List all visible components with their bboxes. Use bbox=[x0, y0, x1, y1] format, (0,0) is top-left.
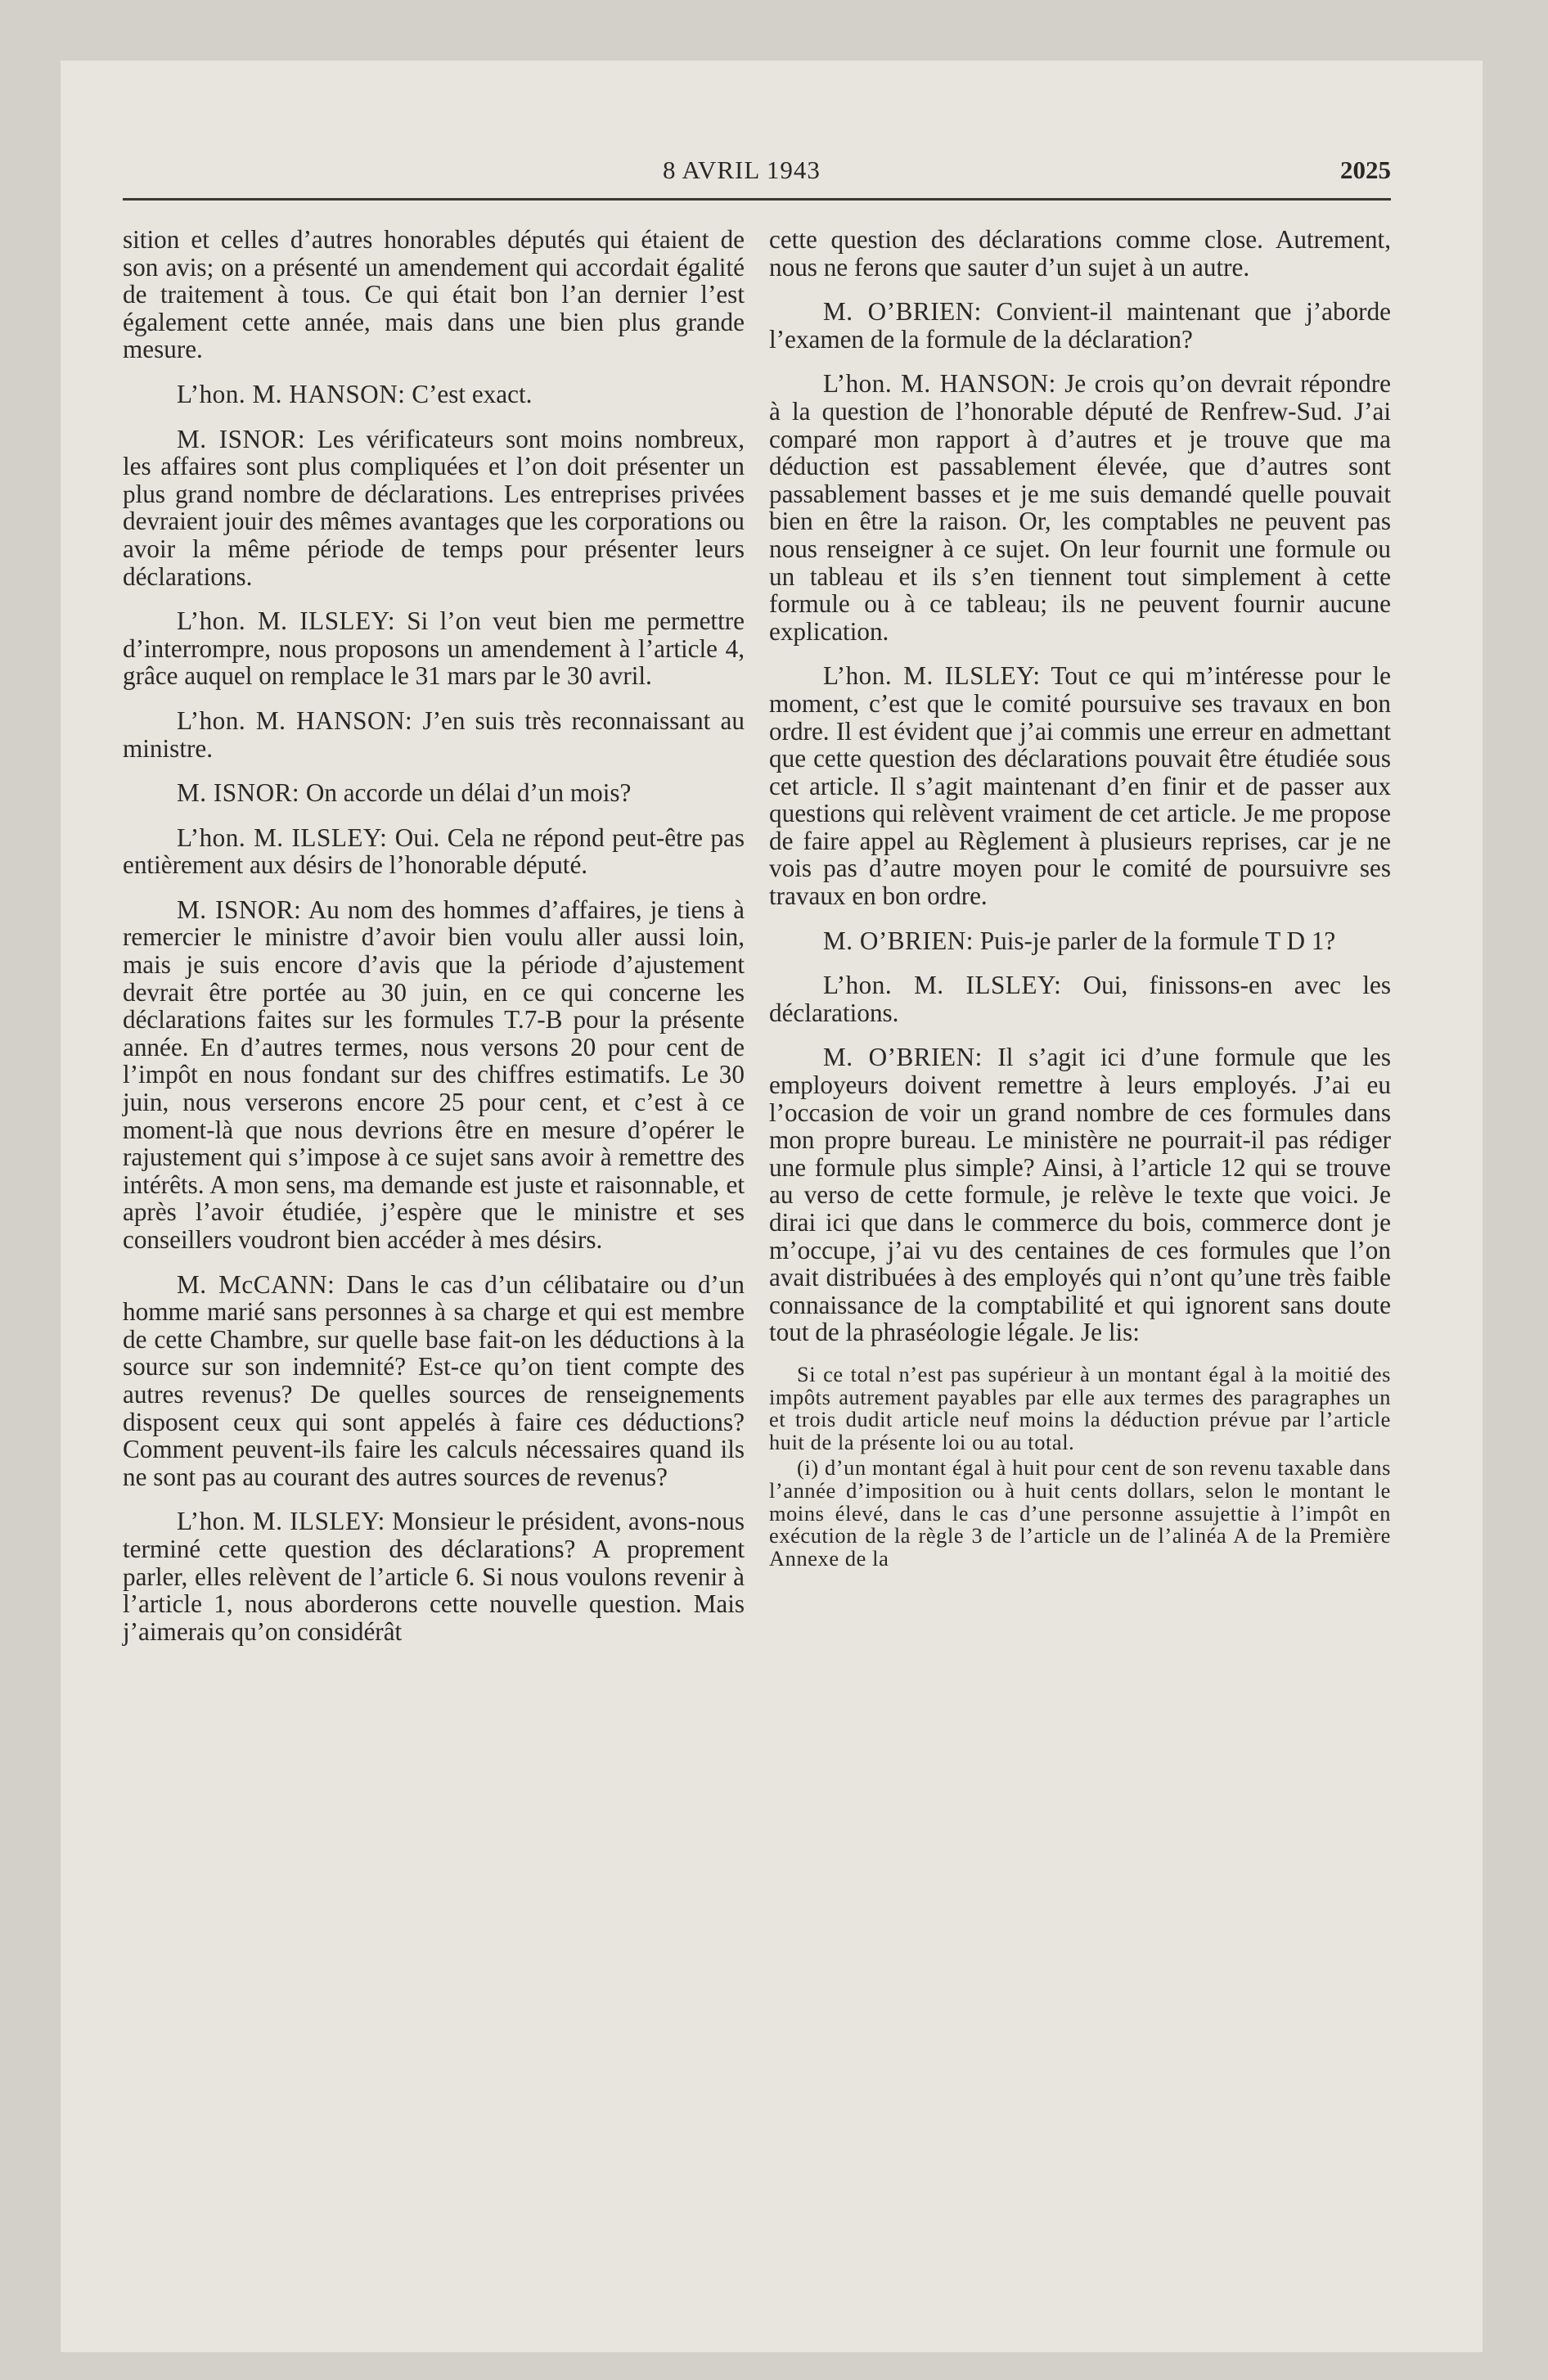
speech-paragraph bbox=[123, 1271, 745, 1491]
speech-text: Convient-il maintenant que j’aborde l’examen de la formule de la déclaration? bbox=[769, 297, 1392, 354]
two-column-body bbox=[123, 226, 1391, 1662]
speech-paragraph bbox=[769, 662, 1391, 909]
hansard-page bbox=[123, 156, 1392, 1646]
header-date: 8 AVRIL 1943 bbox=[663, 156, 821, 184]
speaker-name: L’hon. M. ILSLEY: bbox=[177, 606, 395, 636]
speech-text: cette question des déclarations comme close. Autrement, nous ne ferons que sauter d’un sujet à un autre. bbox=[769, 225, 1391, 282]
speech-paragraph bbox=[123, 426, 745, 591]
speech-text: C’est exact. bbox=[412, 379, 533, 408]
quoted-statute-text: Si ce total n’est pas supérieur à un montant égal à la moitié des impôts autrement payables par elle aux termes des paragraphes un et trois dudit article neuf moins la déduction prévue par l’article huit de la présente loi ou au total. bbox=[769, 1361, 1391, 1454]
speaker-name: L’hon. M. HANSON: bbox=[823, 369, 1056, 399]
speech-paragraph bbox=[769, 226, 1391, 281]
speaker-name: M. ISNOR: bbox=[177, 778, 300, 808]
speech-text: Dans le cas d’un célibataire ou d’un homme marié sans personnes à sa charge et qui est membre de cette Chambre, sur quelle base fait-on les déductions à la source sur son indemnité? Est-ce qu’on tient compte des autres revenus? De quelles sources de renseignements disposent ceux qui sont appelés à faire ces déductions? Comment peuvent-ils faire les calculs nécessaires quand ils ne sont pas au courant des autres sources de revenus? bbox=[123, 1269, 745, 1491]
speech-text: Monsieur le président, avons-nous terminé cette question des déclarations? A proprement parler, elles relèvent de l’article 6. Si nous voulons revenir à l’article 1, nous aborderons cette nouvelle question. Mais j’aimerais qu’on considérât bbox=[123, 1507, 745, 1646]
speech-paragraph bbox=[123, 779, 745, 807]
speech-paragraph bbox=[769, 927, 1391, 955]
speaker-name: M. O’BRIEN: bbox=[823, 926, 974, 955]
right-column bbox=[769, 226, 1391, 1662]
speech-paragraph bbox=[123, 381, 745, 408]
speech-paragraph bbox=[123, 824, 745, 879]
speech-text: On accorde un délai d’un mois? bbox=[305, 778, 632, 808]
speaker-name: M. O’BRIEN: bbox=[823, 1043, 983, 1072]
speech-text: Je crois qu’on devrait répondre à la question de l’honorable député de Renfrew-Sud. J’ai comparé mon rapport à d’autres et je trouve que ma déduction est passablement élevée, que d’autres sont passablement basses et je me suis demandé quelle pouvait bien en être la raison. Or, les comptables ne peuvent pas nous renseigner à ce sujet. On leur fournit une formule ou un tableau et ils s’en tiennent tout simplement à cette formule ou à ce tableau; ils ne peuvent fournir aucune explication. bbox=[769, 369, 1391, 646]
page-number: 2025 bbox=[1340, 156, 1391, 184]
quoted-statute-text: (i) d’un montant égal à huit pour cent de son revenu taxable dans l’année d’imposition ou à huit cents dollars, selon le montant le moins élevé, dans le cas d’une personne assujettie à l’impôt en exécution de la règle 3 de l’article un de l’alinéa A de la Première Annexe de la bbox=[769, 1455, 1391, 1571]
speech-text: Oui, finissons-en avec les déclarations. bbox=[769, 971, 1391, 1027]
speaker-name: L’hon. M. ILSLEY: bbox=[823, 971, 1062, 1000]
speech-paragraph bbox=[123, 607, 745, 690]
speaker-name: M. ISNOR: bbox=[177, 424, 305, 453]
speech-text: Il s’agit ici d’une formule que les employeurs doivent remettre à leurs employés. J’ai eu l’occasion de voir un grand nombre de ces formules dans mon propre bureau. Le ministère ne pourrait-il pas rédiger une formule plus simple? Ainsi, à l’article 12 qui se trouve au verso de cette formule, je relève le texte que voici. Je dirai ici que dans le commerce du bois, commerce dont je m’occupe, j’ai vu des centaines de ces formules que l’on avait distribuées à des employés qui n’ont qu’une très faible connaissance de la comptabilité et qui ignorent sans doute tout de la phraséologie légale. Je lis: bbox=[769, 1043, 1392, 1347]
speech-text: Si l’on veut bien me permettre d’interrompre, nous proposons un amendement à l’article 4, grâce auquel on remplace le 31 mars par le 30 avril. bbox=[123, 606, 745, 691]
speaker-name: M. ISNOR: bbox=[177, 895, 302, 924]
speech-text: Les vérificateurs sont moins nombreux, les affaires sont plus compliquées et l’on doit présenter un plus grand nombre de déclarations. Les entreprises privées devraient jouir des mêmes avantages que les corporations ou avoir la même période de temps pour présenter leurs déclarations. bbox=[123, 424, 745, 591]
speech-text: Tout ce qui m’intéresse pour le moment, c’est que le comité poursuive ses travaux en bon ordre. Il est évident que j’ai commis une erreur en admettant que cette question des déclarations pouvait être étudiée sous cet article. Il s’agit maintenant d’en finir et de passer aux questions qui relèvent vraiment de cet article. Je me propose de faire appel au Règlement à plusieurs reprises, car je ne vois pas d’autre moyen pour le comité de poursuivre ses travaux en bon ordre. bbox=[769, 661, 1391, 911]
speaker-name: M. McCANN: bbox=[177, 1269, 335, 1299]
speaker-name: L’hon. M. ILSLEY: bbox=[823, 661, 1041, 691]
speech-text: Puis-je parler de la formule T D 1? bbox=[979, 926, 1336, 955]
speech-text: Oui. Cela ne répond peut-être pas entièrement aux désirs de l’honorable député. bbox=[123, 823, 745, 880]
speech-paragraph bbox=[769, 1044, 1391, 1346]
speech-text: J’en suis très reconnaissant au ministre. bbox=[123, 705, 745, 763]
speaker-name: L’hon. M. ILSLEY: bbox=[177, 1507, 385, 1536]
speech-paragraph bbox=[769, 298, 1391, 353]
speech-paragraph bbox=[123, 1508, 745, 1645]
speaker-name: M. O’BRIEN: bbox=[823, 297, 982, 327]
speech-text: Au nom des hommes d’affaires, je tiens à remercier le ministre d’avoir bien voulu aller aussi loin, mais je suis encore d’avis que la période d’ajustement devrait être portée au 30 juin, en ce qui concerne les déclarations faites sur les formules T.7-B pour la présente année. En d’autres termes, nous versons 20 pour cent de l’impôt en nous fondant sur des chiffres estimatifs. Le 30 juin, nous verserons encore 25 pour cent, et c’est à ce moment-là que nous devrions être en mesure d’opérer le rajustement qui s’impose à ce sujet sans avoir à remettre des intérêts. A mon sens, ma demande est juste et raisonnable, et après l’avoir étudiée, j’espère que le ministre et ses conseillers voudront bien accéder à mes désirs. bbox=[123, 895, 745, 1254]
speech-paragraph bbox=[769, 370, 1391, 645]
speaker-name: L’hon. M. ILSLEY: bbox=[177, 823, 388, 852]
left-column bbox=[123, 226, 745, 1662]
speech-paragraph bbox=[769, 971, 1391, 1026]
speech-paragraph bbox=[123, 707, 745, 762]
speaker-name: L’hon. M. HANSON: bbox=[177, 705, 413, 735]
speech-text: sition et celles d’autres honorables députés qui étaient de son avis; on a présenté un amendement qui accordait égalité de traitement à tous. Ce qui était bon l’an dernier l’est également cette année, mais dans une bien plus grande mesure. bbox=[123, 225, 745, 364]
speech-paragraph bbox=[123, 896, 745, 1254]
speech-paragraph bbox=[123, 226, 745, 363]
speaker-name: L’hon. M. HANSON: bbox=[177, 379, 406, 408]
page-header bbox=[123, 156, 1391, 201]
